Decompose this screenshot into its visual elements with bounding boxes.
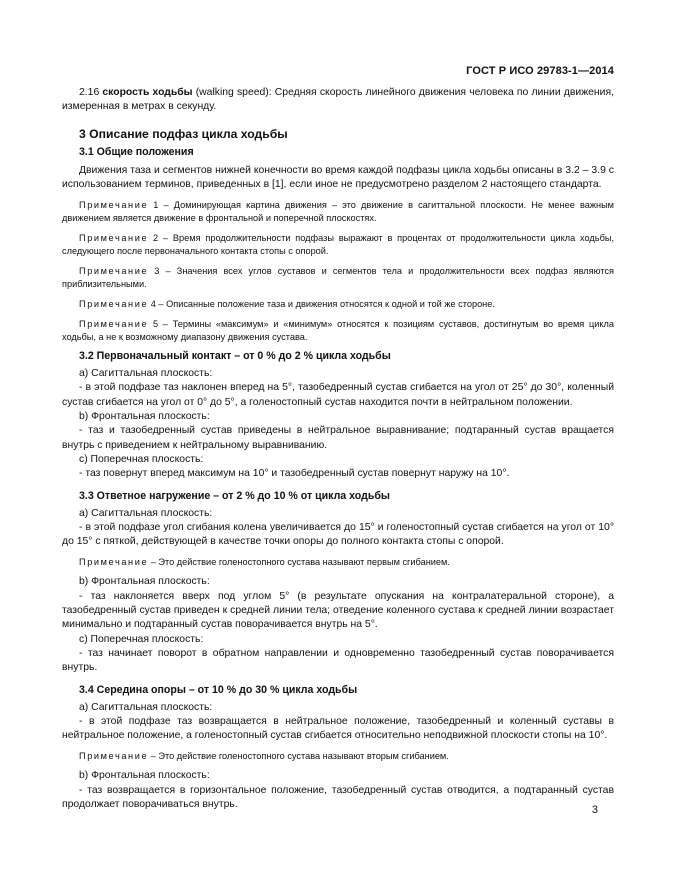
note-5: Примечание 5 – Термины «максимум» и «минимум» относятся к позициям суставов, достигнутым во время цикла ходьбы, а не к возможному диапазону движения сустава. — [62, 319, 614, 343]
note-label: Примечание — [79, 266, 149, 277]
note-2: Примечание 2 – Время продолжительности подфазы выражают в процентах от продолжительности цикла ходьбы, следующего после первоначального контакта стопы с опорой. — [62, 233, 614, 257]
note-label: Примечание — [79, 299, 149, 310]
note-label: Примечание — [79, 233, 149, 244]
sagittal-plane-label: a) Сагиттальная плоскость: — [79, 507, 213, 519]
definition-number: 2.16 — [79, 87, 103, 98]
definition-2-16 — [62, 86, 614, 115]
frontal-plane-text: - таз и тазобедренный сустав приведены в нейтральное выравнивание; подтаранный сустав вращается внутрь с приведением к нейтральному выравниванию. — [62, 425, 614, 451]
section-3-title: 3 Описание подфаз цикла ходьбы — [79, 126, 288, 141]
page-content — [62, 86, 614, 812]
sagittal-plane-label: a) Сагиттальная плоскость: — [79, 701, 213, 713]
section-3-1-title: 3.1 Общие положения — [79, 145, 194, 158]
section-3-4-title: 3.4 Середина опоры – от 10 % до 30 % цикла ходьбы — [79, 683, 358, 696]
note-label: Примечание — [79, 200, 149, 211]
note-1: Примечание 1 – Доминирующая картина движения – это движение в сагиттальной плоскости. Не менее важным движением является движение в фронтальной и поперечной плоскостях. — [62, 200, 614, 224]
frontal-plane-text: - таз возвращается в горизонтальное положение, тазобедренный сустав отводится, а подтаранный сустав продолжает поворачиваться внутрь. — [62, 784, 614, 811]
note-label: Примечание — [79, 319, 149, 330]
section-3-3-title: 3.3 Ответное нагружение – от 2 % до 10 % от цикла ходьбы — [79, 489, 390, 502]
standard-header: ГОСТ Р ИСО 29783-1—2014 — [466, 65, 614, 77]
sagittal-plane-label: a) Сагиттальная плоскость: — [79, 368, 213, 380]
sagittal-plane-text: - в этой подфазе таз возвращается в нейтральное положение, тазобедренный и коленный суставы в нейтральное положение, а голеностопный сустав сгибается относительно неподвижной плоскости стопы на 10°. — [62, 715, 614, 742]
frontal-plane-label: b) Фронтальная плоскость: — [79, 770, 210, 782]
frontal-plane-text: - таз наклоняется вверх под углом 5° (в результате опускания на контралатеральной стороне), а тазобедренный сустав приведен к средней линии тела; отведение коленного сустава к средней линии возрастает минимально и подтаранный сустав поворачивается внутрь на 5°. — [62, 590, 614, 631]
note-second-flexion: Примечание – Это действие голеностопного сустава называют вторым сгибанием. — [79, 751, 449, 762]
frontal-plane-label: b) Фронтальная плоскость: — [79, 411, 210, 423]
section-3-1-paragraph: Движения таза и сегментов нижней конечности во время каждой подфазы цикла ходьбы описаны в 3.2 – 3.9 с использованием терминов, приведенных в [1], если иное не предусмотрено разделом 2 настоящего стандарта. — [62, 164, 614, 190]
note-first-flexion: Примечание – Это действие голеностопного сустава называют первым сгибанием. — [79, 557, 450, 568]
section-3-2-title: 3.2 Первоначальный контакт – от 0 % до 2 % цикла ходьбы — [79, 350, 391, 363]
definition-term: скорость ходьбы — [102, 87, 193, 98]
transverse-plane-label: c) Поперечная плоскость: — [79, 453, 204, 465]
sagittal-plane-text: - в этой подфазе таз наклонен вперед на 5°, тазобедренный сустав сгибается на угол от 25° до 30°, коленный сустав сгибается на угол от 0° до 5°, а голеностопный сустав находится почти в нейтральном положении. — [62, 382, 614, 408]
note-label: Примечание — [79, 751, 149, 762]
note-3: Примечание 3 – Значения всех углов суставов и сегментов тела и продолжительности всех подфаз являются приблизительными. — [62, 266, 614, 290]
note-label: Примечание — [79, 557, 149, 568]
frontal-plane-label: b) Фронтальная плоскость: — [79, 576, 210, 588]
note-4: Примечание 4 – Описанные положение таза и движения относятся к одной и той же стороне. — [79, 299, 495, 310]
transverse-plane-text: - таз начинает поворот в обратном направлении и одновременно тазобедренный сустав поворачивается внутрь. — [62, 647, 614, 674]
transverse-plane-label: c) Поперечная плоскость: — [79, 633, 204, 645]
sagittal-plane-text: - в этой подфазе угол сгибания колена увеличивается до 15° и голеностопный сустав сгибается на угол от 10° до 15° с пяткой, действующей в качестве точки опоры до полного контакта стопы с опорой. — [62, 521, 614, 548]
page-number: 3 — [591, 804, 598, 816]
transverse-plane-text: - таз повернут вперед максимум на 10° и тазобедренный сустав повернут наружу на 10°. — [79, 468, 510, 480]
definition-text: (walking speed): Средняя скорость линейного движения человека по линии движения, измеренная в метрах в секунду. — [62, 87, 614, 113]
